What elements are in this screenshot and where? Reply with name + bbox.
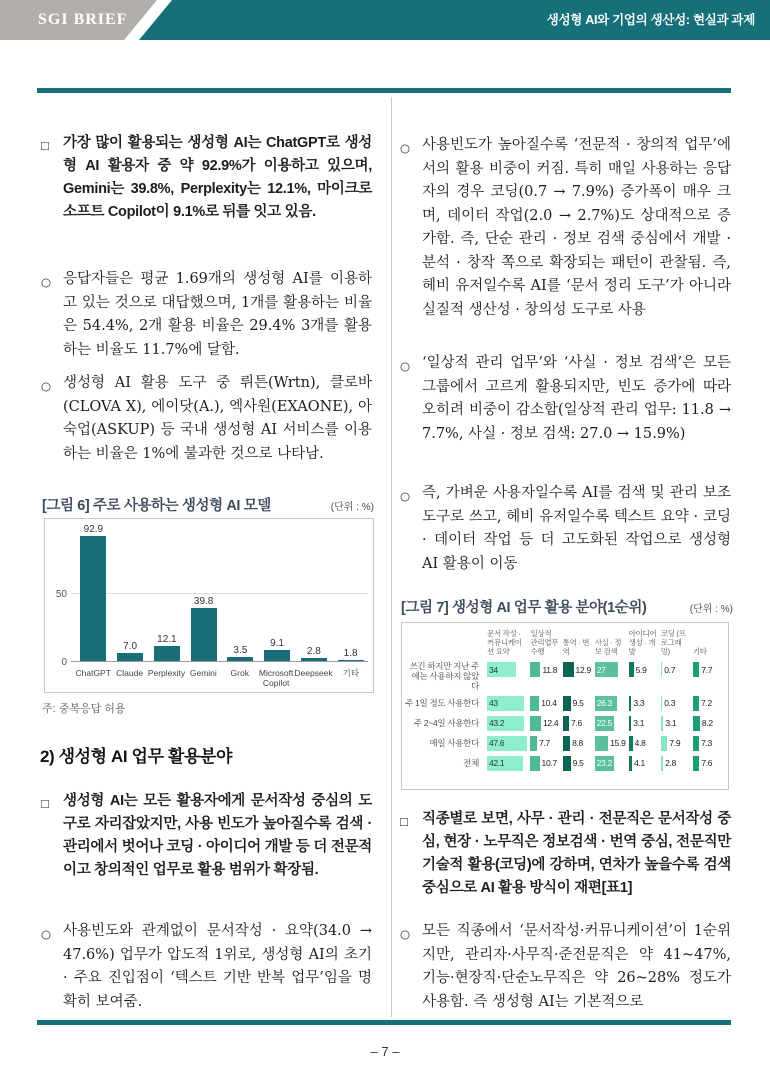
column-header: 아이디어 생성 · 개발 [628,629,657,656]
heat-value: 2.8 [665,758,677,769]
heat-bar [629,716,632,731]
heat-bar [530,716,541,731]
square-bullet-icon: □ [41,796,49,811]
bar-value-label: 92.9 [83,524,104,536]
heat-cell [629,755,658,772]
heat-value: 8.8 [572,738,583,749]
heat-value: 22.5 [596,718,613,729]
x-category-label: 기타 [342,668,360,679]
bar-slot [185,525,222,662]
left-para-5: ○ 사용빈도와 관계없이 문서작성 · 요약(34.0 → 47.6%) 업무가 압도적 1위로, 생성형 AI의 초기 · 주요 진입점이 ‘텍스트 기반 반복 업무’임을 명확히 보여줌. [41,923,372,1010]
x-category-label: Grok [230,668,249,679]
heat-value: 34 [489,664,498,675]
heat-bar [661,716,664,731]
heat-cell [661,735,690,752]
heat-bar [595,696,617,711]
y-tick-label: 50 [55,589,67,601]
heat-value: 9.5 [572,698,584,709]
heat-value: 0.3 [664,698,676,709]
heat-bar [487,736,527,751]
section-heading: 2) 생성형 AI 업무 활용분야 [40,747,233,766]
heat-bar [530,696,539,711]
circle-bullet-icon: ○ [400,359,411,373]
heat-bar [563,662,574,677]
bottom-rule [37,1020,731,1025]
figure6-plot [75,525,369,662]
heat-cell [693,735,722,752]
heat-bar [693,662,700,677]
heat-cell [530,735,559,752]
heat-value: 7.3 [701,738,712,749]
heat-cell [563,661,592,678]
figure7-title: [그림 7] 생성형 AI 업무 활용 분야(1순위) [401,600,647,616]
heat-cell [693,755,722,772]
bar-Gemini [191,608,217,662]
heat-cell [563,735,592,752]
heat-cell [563,755,592,772]
heat-value: 10.4 [541,698,557,709]
x-category-label: Gemini [189,668,217,679]
heat-bar [563,716,569,731]
bar-ChatGPT [80,536,106,662]
heat-cell [487,715,527,732]
figure7-title-row [401,596,733,617]
heat-value: 10.7 [541,758,557,769]
heat-bar [661,696,663,711]
heat-cell [693,695,722,712]
page-number: – 7 – [370,1044,400,1059]
bar-slot [75,525,112,662]
bar-value-label: 7.0 [123,640,138,652]
brand-logo: SGI BRIEF [38,11,128,28]
heat-bar [595,736,609,751]
heat-value: 43.2 [489,718,505,729]
bar-slot [149,525,186,662]
heat-cell [629,735,658,752]
x-category-label: Deepseek [294,668,333,679]
heat-bar [661,662,663,677]
column-header: 기타 [692,647,707,656]
circle-bullet-icon: ○ [400,927,411,941]
heat-cell [661,661,690,678]
heat-cell [563,715,592,732]
heat-bar [487,716,524,731]
heat-value: 3.3 [633,698,645,709]
heat-cell [629,715,658,732]
heat-bar [629,756,632,771]
bar-slot [332,525,369,662]
heat-bar [595,662,618,677]
heat-value: 3.1 [633,718,645,729]
column-header: 코딩 (프로그래밍) [660,629,686,656]
circle-bullet-icon: ○ [41,379,52,393]
bar-value-label: 39.8 [193,596,214,608]
heat-cell [530,695,559,712]
heat-bar [629,696,632,711]
figure6-unit: (단위 : %) [330,502,374,513]
heat-value: 8.2 [701,718,713,729]
left-para-3: ○ 생성형 AI 활용 도구 중 뤼튼(Wrtn), 클로바(CLOVA X), 에이닷(A.), 엑사원(EXAONE), 아숙업(ASKUP) 등 국내 생성형 AI 서비스를 이용하는 비율은 1%에 불과한 것으로 나타남. [41,375,372,462]
heat-cell [595,661,626,678]
heat-bar [563,736,570,751]
heat-value: 43 [489,698,498,709]
heat-cell [487,695,527,712]
bar-value-label: 2.8 [306,646,321,658]
heat-cell [595,695,626,712]
heat-value: 47.6 [489,738,505,749]
bar-value-label: 1.8 [343,647,358,659]
heat-bar [661,736,668,751]
circle-bullet-icon: ○ [41,275,52,289]
right-para-4: □ 직종별로 보면, 사무 · 관리 · 전문직은 문서작성 중심, 현장 · 노무직은 정보검색 · 번역 중심, 전문직만 기술적 활용(코딩)에 강하며, 연차가 높을수록 검색 중심으로 AI 활용 방식이 재편[표1] [400,811,731,896]
column-header: 일상적 관리업무 수행 [530,629,559,656]
heat-cell [487,755,527,772]
left-para-4: □ 생성형 AI는 모든 활용자에게 문서작성 중심의 도구로 자리잡았지만, 사용 빈도가 높아질수록 검색 · 관리에서 벗어나 코딩 · 아이디어 개발 등 더 전문적이고 창의적인 업무로 활용 범위가 확장됨. [41,793,372,878]
circle-bullet-icon: ○ [400,141,411,155]
heat-bar [693,716,700,731]
bar-Perplexity [154,646,180,662]
heat-value: 12.9 [575,664,591,675]
heat-value: 7.2 [700,698,712,709]
column-divider [391,97,392,1017]
figure6-chart [44,518,374,693]
heat-value: 3.1 [665,718,677,729]
left-para-1: □ 가장 많이 활용되는 생성형 AI는 ChatGPT로 생성형 AI 활용자 중 약 92.9%가 이용하고 있으며, Gemini는 39.8%, Perplexity는 12.1%, 마이크로소프트 Copilot이 9.1%로 뒤를 잇고 있음. [41,135,372,220]
row-label: 주 1일 정도 사용한다 [405,697,479,708]
square-bullet-icon: □ [400,814,408,829]
heat-bar [563,756,571,771]
figure6-title-row [42,494,374,515]
heat-value: 5.9 [635,664,647,675]
x-category-label: ChatGPT [75,668,111,679]
heat-value: 12.4 [542,718,559,729]
bar-slot [112,525,149,662]
heat-bar [563,696,571,711]
figure6-title: [그림 6] 주로 사용하는 생성형 AI 모델 [42,498,271,514]
right-para-3: ○ 즉, 가벼운 사용자일수록 AI를 검색 및 관리 보조도구로 쓰고, 헤비 유저일수록 텍스트 요약 · 코딩 · 데이터 작업 등 더 고도화된 작업으로 생성형 AI 활용이 이동 [400,485,731,572]
x-category-label: Claude [116,668,144,679]
bar-slot [222,525,259,662]
column-header: 문서 작성 · 커뮤니케이션 요약 [487,629,522,656]
heat-value: 7.7 [701,664,713,675]
heat-bar [693,756,699,771]
heat-bar [629,662,634,677]
heat-cell [530,715,559,732]
column-header: 사실 · 정보 검색 [594,638,622,656]
heat-cell [530,661,559,678]
heat-cell [693,715,722,732]
heat-cell [629,661,658,678]
figure6-note: 주: 중복응답 허용 [42,703,126,715]
heat-cell [595,715,626,732]
heat-cell [530,755,559,772]
circle-bullet-icon: ○ [400,489,411,503]
heat-value: 11.8 [542,664,558,675]
heat-bar [530,736,537,751]
heat-cell [595,735,626,752]
figure7-unit: (단위 : %) [689,604,733,615]
heat-cell [661,695,690,712]
heat-bar [595,716,614,731]
y-tick-label: 0 [61,657,67,668]
document-title: 생성형 AI와 기업의 생산성: 현실과 과제 [546,13,755,27]
heat-value: 4.8 [634,738,646,749]
row-label: 주 2~4일 사용한다 [413,717,479,728]
corner-spacer [404,656,484,658]
row-label: 쓰긴 하지만 지난 주에는 사용하지 않았다 [409,661,479,692]
heat-cell [595,755,626,772]
heat-value: 26.3 [596,698,613,709]
top-rule [37,88,731,93]
row-label: 전체 [463,757,479,768]
heat-value: 7.6 [571,718,582,729]
x-axis-line [71,661,368,662]
x-category-label: Perplexity [147,668,186,679]
heat-cell [563,695,592,712]
heat-value: 27 [596,664,606,675]
heat-cell [487,661,527,678]
heat-bar [530,662,540,677]
heat-bar [530,756,539,771]
heat-value: 15.9 [610,738,626,749]
figure7-table [401,622,729,790]
heat-cell [487,735,527,752]
heat-value: 9.5 [572,758,584,769]
heat-value: 42.1 [489,758,505,769]
heat-bar [487,696,524,711]
left-para-2: ○ 응답자들은 평균 1.69개의 생성형 AI를 이용하고 있는 것으로 대답했으며, 1개를 활용하는 비율은 54.4%, 2개 활용 비율은 29.4% 3개를 활용하는 비율도 11.7%에 달함. [41,271,372,358]
heat-value: 4.1 [634,758,645,769]
heat-bar [487,662,516,677]
bar-value-label: 12.1 [157,633,177,645]
bar-slot [259,525,296,662]
x-category-label: Microsoft Copilot [258,668,294,689]
right-para-1: ○ 사용빈도가 높아질수록 ‘전문적 · 창의적 업무’에서의 활용 비중이 커짐. 특히 매일 사용하는 응답자의 경우 코딩(0.7 → 7.9%) 증가폭이 매우 크며, 데이터 작업(2.0 → 2.7%)도 상대적으로 증가함. 즉, 단순 관리 · 정보 검색 중심에서 개발 · 분석 · 창작 쪽으로 확장되는 패턴이 관찰됨. 즉, 헤비 유저일수록 AI를 ‘문서 정리 도구’가 아니라 실질적 생산성 · 창의성 도구로 사용 [400,137,731,318]
heat-value: 0.7 [664,664,676,675]
row-label: 매일 사용한다 [429,737,479,748]
heat-value: 23.2 [596,758,613,769]
circle-bullet-icon: ○ [41,927,52,941]
square-bullet-icon: □ [41,138,49,153]
bar-value-label: 9.1 [270,637,285,649]
heat-bar [693,736,699,751]
heat-value: 7.6 [701,758,713,769]
bar-slot [296,525,333,662]
heat-cell [661,715,690,732]
figure7-grid [404,629,722,772]
heat-bar [487,756,523,771]
heat-bar [661,756,663,771]
heat-cell [693,661,722,678]
heat-cell [661,755,690,772]
heat-bar [629,736,633,751]
heat-value: 7.7 [538,738,550,749]
heat-bar [595,756,615,771]
figure6-categories [75,669,369,689]
bar-value-label: 3.5 [233,645,248,657]
heat-cell [629,695,658,712]
heat-bar [693,696,699,711]
right-para-2: ○ ‘일상적 관리 업무’와 ‘사실 · 정보 검색’은 모든 그룹에서 고르게 활용되지만, 빈도 증가에 따라 오히려 비중이 감소함(일상적 관리 업무: 11.8 → 7.7%, 사실 · 정보 검색: 27.0 → 15.9%) [400,355,731,442]
heat-value: 7.9 [669,738,681,749]
column-header: 통역 · 번역 [562,638,590,656]
right-para-5: ○ 모든 직종에서 ‘문서작성·커뮤니케이션’이 1순위지만, 관리자·사무직·준전문직은 약 41~47%, 기능·현장직·단순노무직은 약 26~28% 정도가 사용함. 즉 생성형 AI는 기본적으로 [400,923,731,1010]
